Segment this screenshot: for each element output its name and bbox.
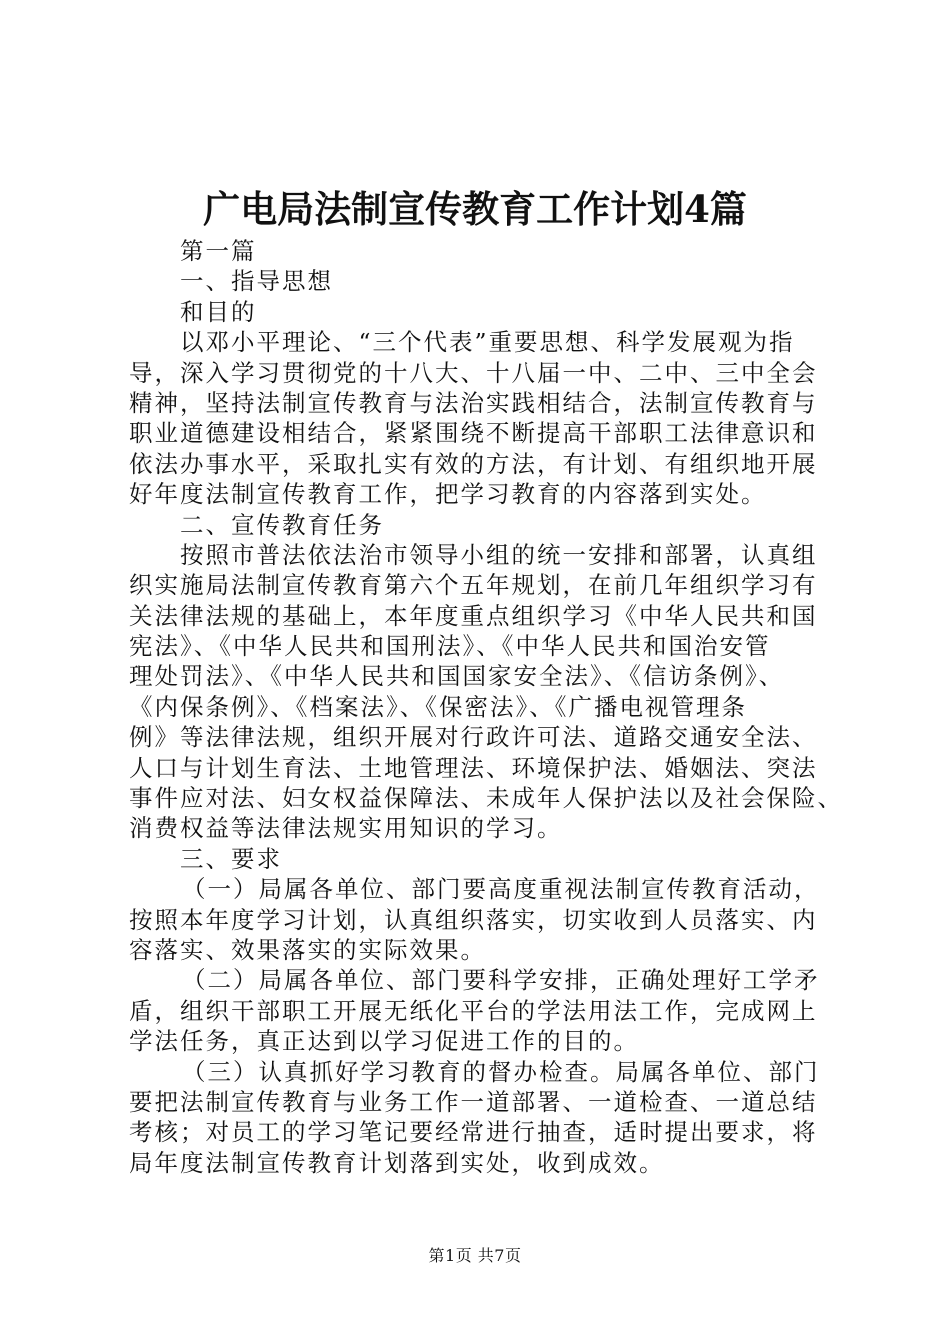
paragraph-line: 学法任务，真正达到以学习促进工作的目的。 [129,1027,639,1056]
paragraph-line: 依法办事水平，采取扎实有效的方法，有计划、有组织地开展 [129,449,818,478]
paragraph-line: 容落实、效果落实的实际效果。 [129,935,486,964]
paragraph-line: 织实施局法制宣传教育第六个五年规划，在前几年组织学习有 [129,571,818,600]
paragraph-line: 以邓小平理论、“三个代表”重要思想、科学发展观为指 [180,328,795,357]
paragraph-line: 人口与计划生育法、土地管理法、环境保护法、婚姻法、突法 [129,753,818,782]
paragraph-line: 理处罚法》、《中华人民共和国国家安全法》、《信访条例》、 [129,662,785,691]
section-heading: 第一篇 [180,237,257,265]
paragraph-line: 消费权益等法律法规实用知识的学习。 [129,814,563,843]
paragraph-line: 好年度法制宣传教育工作，把学习教育的内容落到实处。 [129,480,767,509]
paragraph-line: 关法律法规的基础上，本年度重点组织学习《中华人民共和国 [129,601,818,630]
paragraph-line: 局年度法制宣传教育计划落到实处，收到成效。 [129,1148,665,1177]
section-heading: 一、指导思想 [180,267,333,296]
page-number-footer: 第1页 共7页 [428,1246,522,1265]
paragraph-line: 《内保条例》、《档案法》、《保密法》、《广播电视管理条 [129,692,747,721]
paragraph-line: 要把法制宣传教育与业务工作一道部署、一道检查、一道总结 [129,1087,818,1116]
paragraph-line: 事件应对法、妇女权益保障法、未成年人保护法以及社会保险、 [129,784,843,813]
paragraph-line: （一）局属各单位、部门要高度重视法制宣传教育活动， [182,875,820,904]
document-body [129,236,843,1178]
paragraph-line: 盾，组织干部职工开展无纸化平台的学法用法工作，完成网上 [129,996,818,1025]
paragraph-line: 按照市普法依法治市领导小组的统一安排和部署，认真组 [180,540,818,569]
section-heading: 二、宣传教育任务 [180,510,384,539]
paragraph-line: 职业道德建设相结合，紧紧围绕不断提高干部职工法律意识和 [129,419,818,448]
section-heading: 三、要求 [180,844,282,873]
document-title: 广电局法制宣传教育工作计划4篇 [203,187,747,231]
paragraph-line: 导，深入学习贯彻党的十八大、十八届一中、二中、三中全会 [129,358,818,387]
paragraph-line: （三）认真抓好学习教育的督办检查。局属各单位、部门 [182,1057,820,1086]
paragraph-line: 精神，坚持法制宣传教育与法治实践相结合，法制宣传教育与 [129,388,818,417]
paragraph-line: （二）局属各单位、部门要科学安排，正确处理好工学矛 [182,966,820,995]
paragraph-line: 考核；对员工的学习笔记要经常进行抽查，适时提出要求，将 [129,1118,818,1147]
section-heading: 和目的 [180,297,257,326]
paragraph-line: 例》等法律法规，组织开展对行政许可法、道路交通安全法、 [129,723,818,752]
paragraph-line: 宪法》、《中华人民共和国刑法》、《中华人民共和国治安管 [129,632,771,661]
paragraph-line: 按照本年度学习计划，认真组织落实，切实收到人员落实、内 [129,905,818,934]
